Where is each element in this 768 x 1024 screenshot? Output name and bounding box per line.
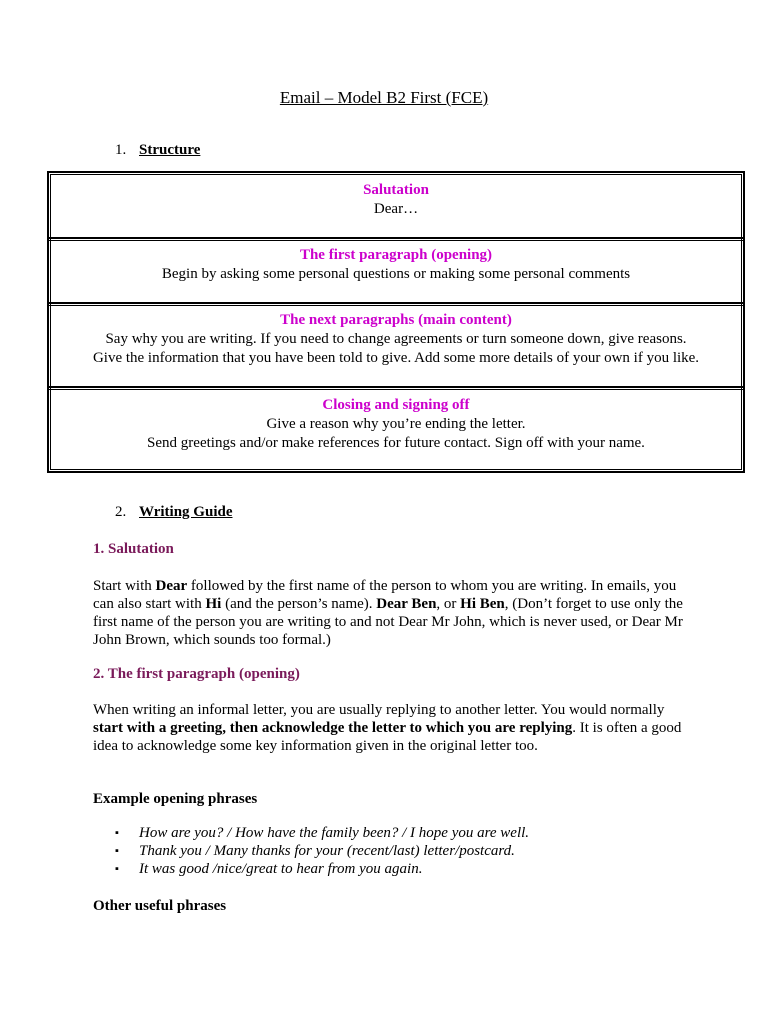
section-number: 1. — [115, 142, 127, 158]
text-run: . It is often a good idea to acknowledge some key information given in the original letter too. — [93, 720, 682, 754]
list-item: ▪ How are you? / How have the family been? / I hope you are well. — [115, 824, 529, 842]
row-text: Give a reason why you’re ending the letter. — [266, 416, 526, 432]
bold-run: Hi Ben — [460, 596, 505, 612]
text-run: followed by the first name of the person to whom you are writing. In emails, you can also start with — [93, 578, 677, 612]
row-heading: Closing and signing off — [322, 397, 470, 413]
row-text: Send greetings and/or make references for future contact. Sign off with your name. — [147, 435, 645, 451]
structure-row-closing — [49, 396, 743, 453]
text-run: Start with — [93, 578, 156, 594]
opening-paragraph — [93, 701, 683, 755]
example-phrases-list — [115, 824, 529, 878]
row-divider — [49, 386, 743, 388]
text-run: (and the person’s name). — [221, 596, 377, 612]
section-label: Structure — [139, 142, 201, 158]
row-heading: Salutation — [363, 182, 429, 198]
salutation-paragraph — [93, 577, 683, 649]
bold-run: Dear — [155, 578, 188, 594]
row-heading: The first paragraph (opening) — [299, 247, 493, 263]
other-phrases-heading: Other useful phrases — [93, 898, 227, 914]
guide-heading-opening: 2. The first paragraph (opening) — [93, 666, 300, 682]
section-label: Writing Guide — [139, 504, 233, 520]
bold-run: start with a greeting, then acknowledge the letter to which you are replying — [93, 720, 573, 736]
row-text: Begin by asking some personal questions or making some personal comments — [161, 266, 631, 282]
bold-run: Dear Ben — [376, 596, 437, 612]
row-text: Dear… — [373, 201, 419, 217]
structure-row-salutation — [49, 181, 743, 219]
page-title: Email – Model B2 First (FCE) — [279, 88, 489, 107]
text-run: , or — [436, 596, 461, 612]
bold-run: Hi — [205, 596, 222, 612]
row-text: Say why you are writing. If you need to change agreements or turn someone down, give reasons. — [105, 331, 687, 347]
row-divider — [49, 302, 743, 304]
structure-row-opening — [49, 246, 743, 284]
structure-table — [47, 171, 745, 473]
list-item: ▪ It was good /nice/great to hear from you again. — [115, 860, 529, 878]
structure-row-main-content — [49, 311, 743, 368]
text-run: When writing an informal letter, you are usually replying to another letter. You would normally — [93, 702, 665, 718]
row-divider — [49, 237, 743, 239]
text-run: , (Don’t forget to use only the first name of the person you are writing to and not Dear Mr John, which is never used, or Dear Mr John Brown, which sounds too formal.) — [93, 596, 683, 648]
example-phrases-heading: Example opening phrases — [93, 791, 258, 807]
row-text: Give the information that you have been told to give. Add some more details of your own if you like. — [92, 350, 700, 366]
guide-heading-salutation: 1. Salutation — [93, 541, 174, 557]
section-heading-structure — [115, 142, 200, 159]
section-number: 2. — [115, 504, 127, 520]
row-heading: The next paragraphs (main content) — [280, 312, 512, 328]
section-heading-writing-guide — [115, 504, 233, 521]
list-item: ▪ Thank you / Many thanks for your (recent/last) letter/postcard. — [115, 842, 529, 860]
